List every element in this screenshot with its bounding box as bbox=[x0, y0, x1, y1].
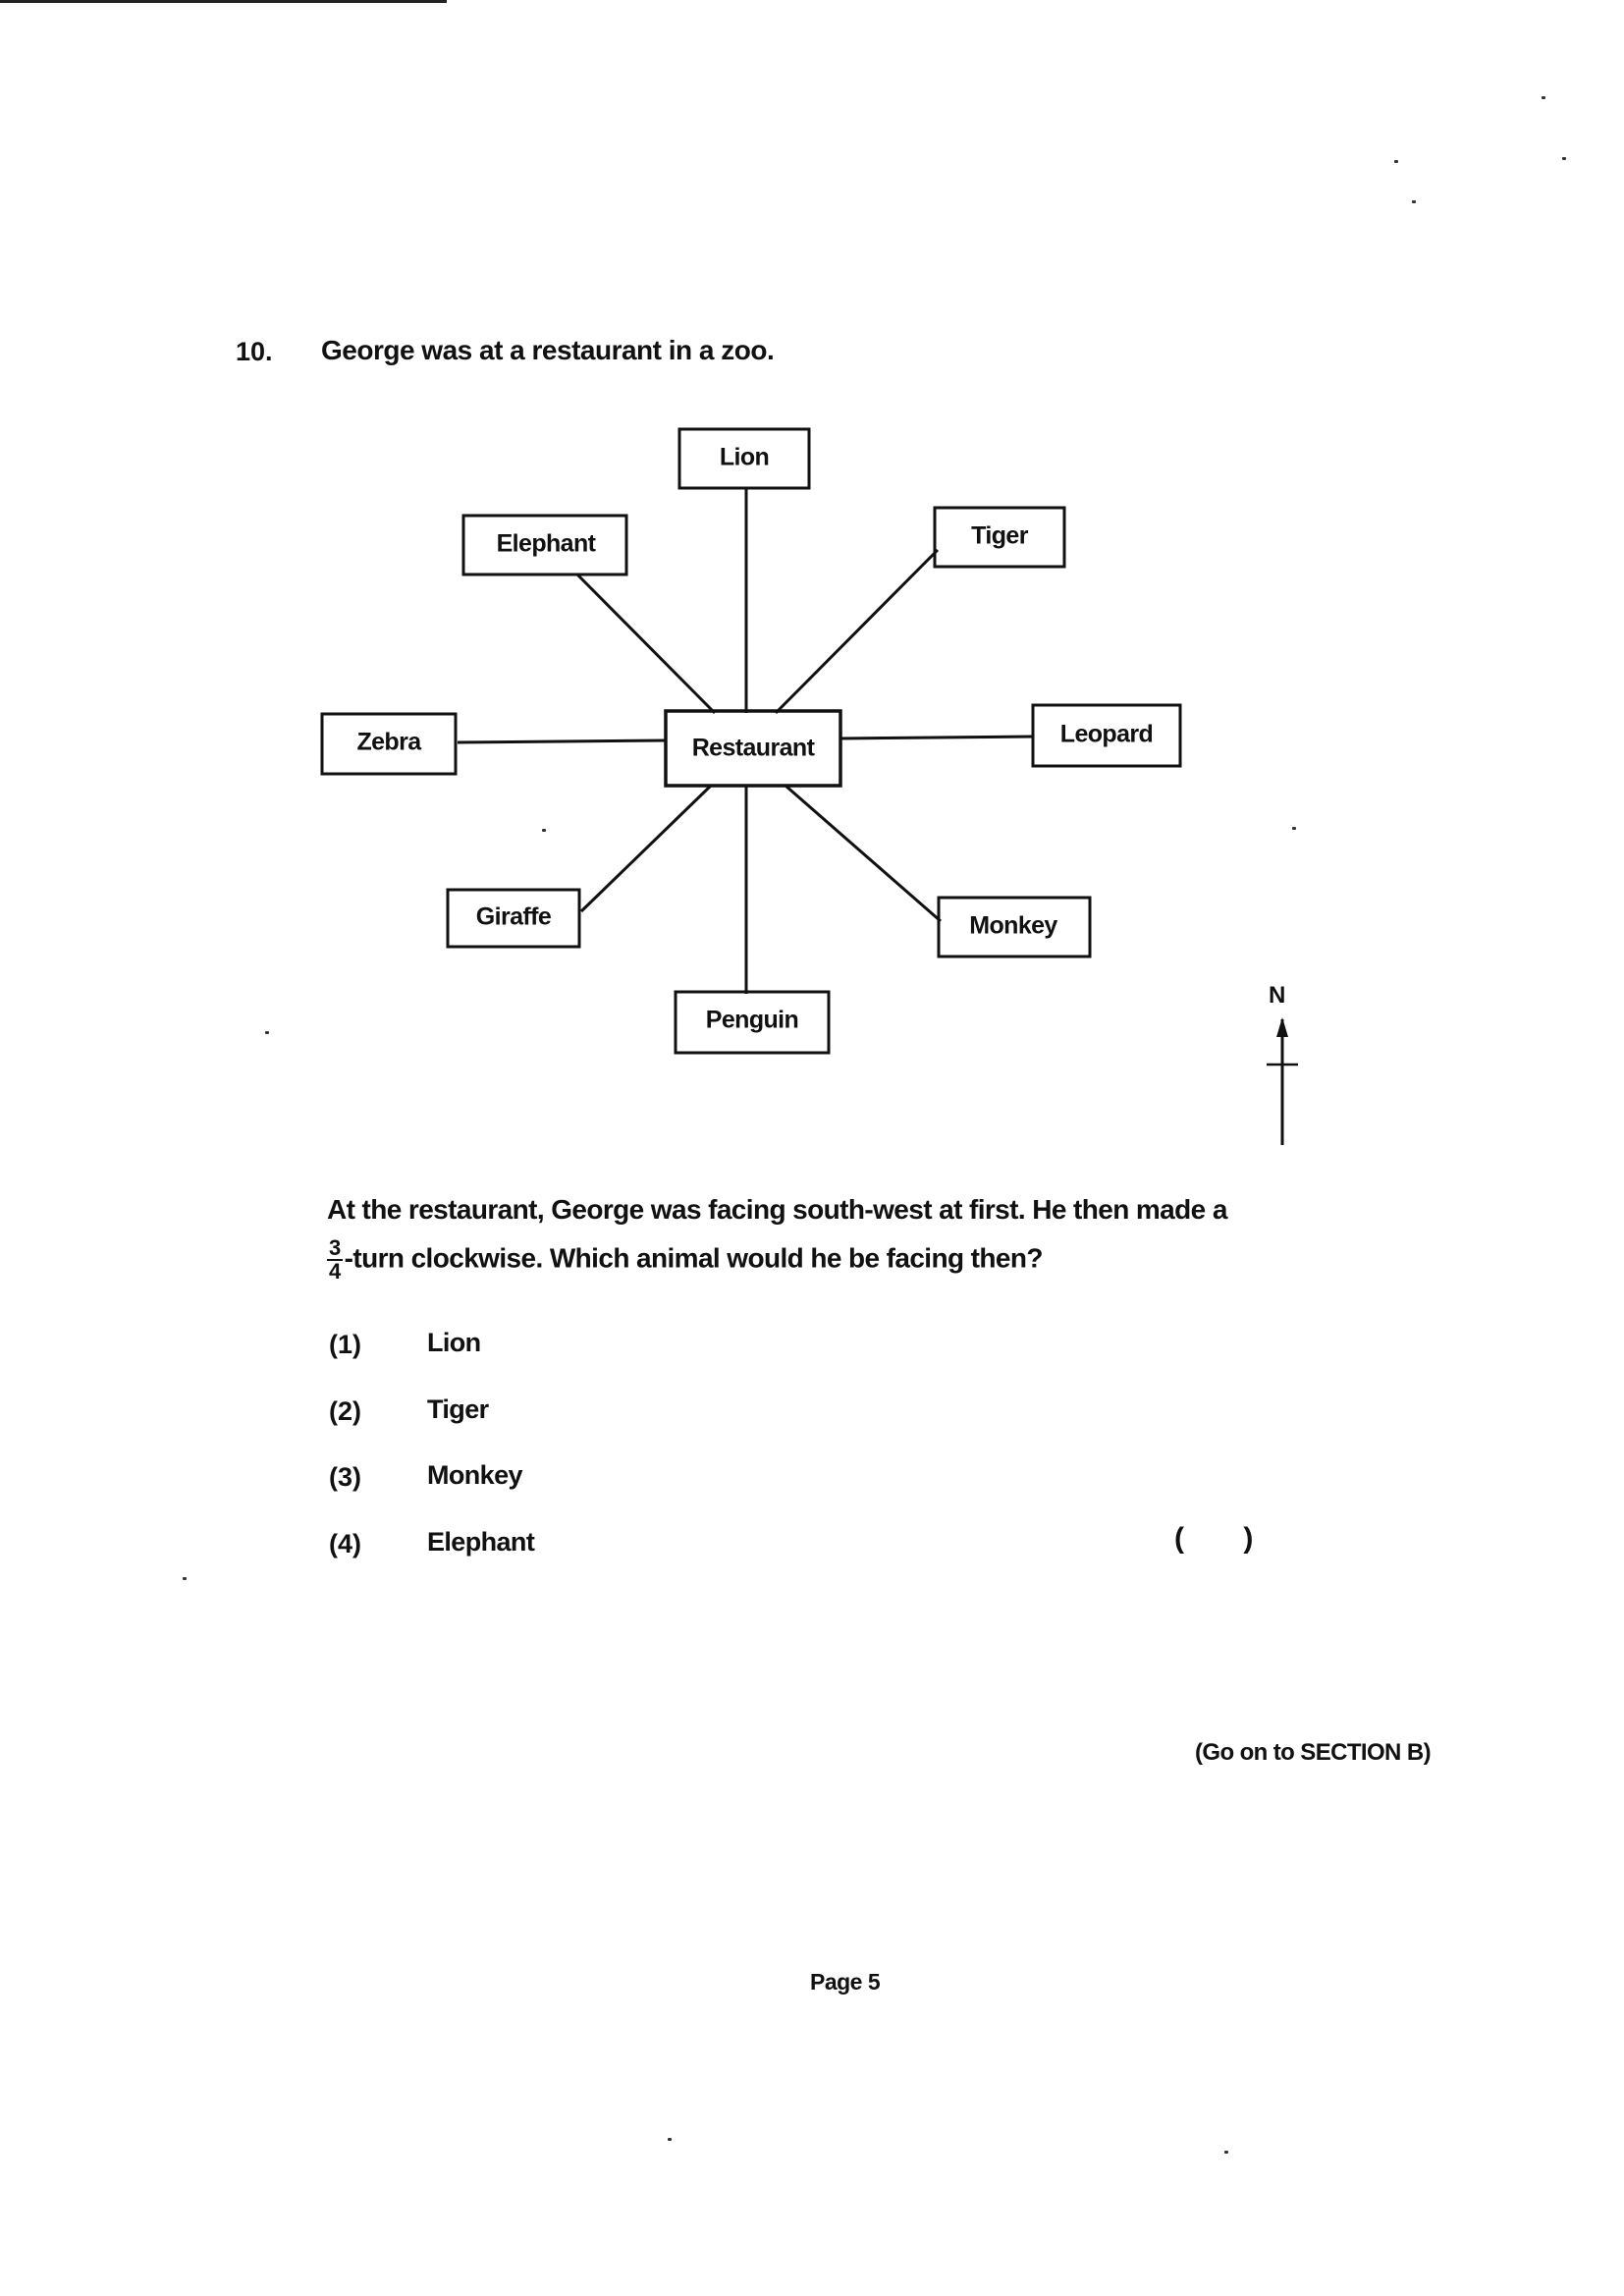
scan-speck bbox=[1562, 157, 1566, 160]
answer-bracket[interactable]: ( ) bbox=[1174, 1522, 1254, 1555]
go-on-note: (Go on to SECTION B) bbox=[1195, 1739, 1431, 1766]
three-quarter-fraction: $\frac{3}{4}$ bbox=[329, 1235, 341, 1284]
zebra-label: Zebra bbox=[356, 728, 421, 756]
scan-speck bbox=[542, 829, 546, 832]
compass-north-label: N bbox=[1269, 982, 1286, 1009]
question-number: 10. bbox=[236, 337, 273, 366]
spoke-south-east bbox=[785, 786, 941, 921]
question-intro: George was at a restaurant in a zoo. bbox=[321, 335, 775, 365]
tiger-label: Tiger bbox=[971, 521, 1028, 550]
option-4-text: Elephant bbox=[427, 1527, 535, 1557]
prompt-line-2-text: -turn clockwise. Which animal would he be facing then? bbox=[344, 1242, 1043, 1274]
scan-speck bbox=[1412, 200, 1416, 203]
option-2-text: Tiger bbox=[427, 1394, 489, 1424]
compass-arrow-icon bbox=[1276, 1017, 1288, 1037]
option-2-number: (2) bbox=[329, 1396, 361, 1426]
restaurant-label: Restaurant bbox=[691, 734, 815, 762]
spoke-west bbox=[458, 740, 666, 742]
spoke-north-east bbox=[776, 550, 938, 713]
prompt-line-2 bbox=[327, 1237, 1043, 1283]
scan-speck bbox=[183, 1577, 187, 1580]
option-1-text: Lion bbox=[427, 1328, 481, 1357]
spoke-north-west bbox=[577, 574, 715, 713]
scan-speck bbox=[1292, 827, 1296, 830]
leopard-label: Leopard bbox=[1059, 720, 1154, 748]
monkey-label: Monkey bbox=[969, 911, 1057, 940]
lion-label: Lion bbox=[719, 443, 770, 471]
scan-speck bbox=[265, 1031, 269, 1034]
scan-speck bbox=[1542, 96, 1545, 99]
option-1-number: (1) bbox=[329, 1330, 361, 1359]
scan-speck bbox=[1224, 2151, 1228, 2154]
giraffe-label: Giraffe bbox=[475, 902, 552, 931]
scan-speck bbox=[668, 2138, 672, 2141]
option-3-number: (3) bbox=[329, 1462, 361, 1492]
penguin-label: Penguin bbox=[705, 1006, 799, 1034]
elephant-label: Elephant bbox=[496, 529, 596, 558]
option-3-text: Monkey bbox=[427, 1460, 522, 1490]
spoke-south-west bbox=[581, 786, 711, 911]
spoke-east bbox=[840, 737, 1033, 738]
option-4-number: (4) bbox=[329, 1529, 361, 1558]
page-number: Page 5 bbox=[810, 1969, 881, 1995]
prompt-line-1: At the restaurant, George was facing south-west at first. He then made a bbox=[327, 1194, 1227, 1225]
scan-speck bbox=[1394, 160, 1398, 163]
